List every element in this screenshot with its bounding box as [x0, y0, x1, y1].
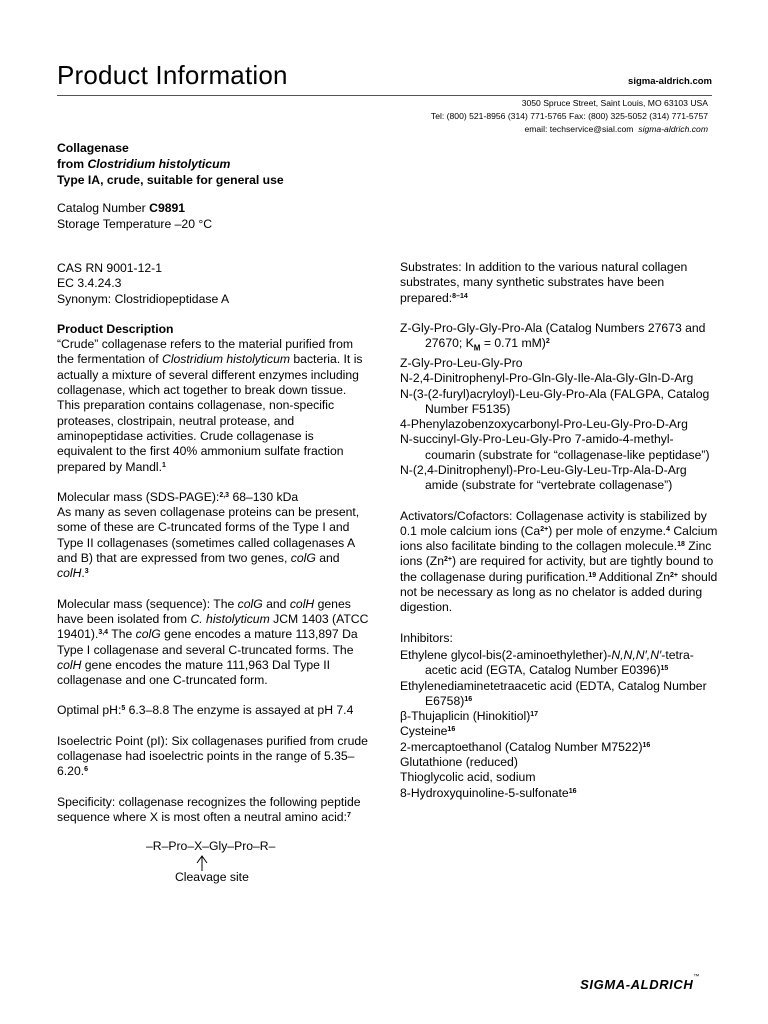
charge-superscript: 2+: [670, 571, 678, 579]
gene-name: colG: [290, 551, 316, 566]
mass-sds-label: Molecular mass (SDS-PAGE):: [57, 489, 220, 504]
gene-name: colH: [57, 657, 82, 672]
reference-mark: 1: [162, 461, 166, 469]
catalog-line: [57, 200, 212, 216]
list-item: 4-Phenylazobenzoxycarbonyl-Pro-Leu-Gly-Pro-D-Arg: [400, 417, 688, 432]
storage-temperature: Storage Temperature –20 °C: [57, 217, 213, 231]
reference-mark: 8–14: [452, 292, 468, 300]
mass-seq-text: gene encodes a mature 113,897 Da Type I collagenase and several C-truncated forms. The: [57, 627, 358, 657]
description-organism: Clostridium histolyticum: [162, 352, 291, 367]
activators-text: Activators/Cofactors: Collagenase activity is stabilized by 0.1 mole calcium ions (Ca: [400, 508, 707, 538]
substrate-list: [400, 321, 720, 494]
reference-mark: 2: [545, 338, 550, 346]
substrate-text: Z-Gly-Pro-Gly-Gly-Pro-Ala (Catalog Numbers 27673 and 27670; K: [400, 320, 706, 351]
mass-seq-text: The: [111, 627, 133, 642]
activators-text: ) are required for activity, but are tightly bound to the collagenase during purification.: [400, 554, 714, 584]
catalog-label: Catalog Number: [57, 201, 146, 215]
mass-sds-text: As many as seven collagenase proteins can be present, some of these are C-truncated forms of the Type I and Type II collagenases (sometimes called collagenases A and B) that are expressed from two genes,: [57, 505, 360, 566]
reference-mark: 2,3: [219, 491, 230, 499]
reference-mark: 19: [588, 571, 597, 579]
contact-block: [431, 97, 708, 136]
product-source: [57, 156, 284, 172]
list-item: Thioglycolic acid, sodium: [400, 770, 536, 785]
activators-text: Additional Zn: [598, 569, 671, 584]
reference-mark: 7: [346, 811, 351, 819]
gene-name: colH: [57, 566, 82, 581]
page-title: Product Information: [57, 60, 288, 90]
inhibitor-text: β-Thujaplicin (Hinokitiol): [400, 709, 531, 724]
gene-name: colG: [237, 596, 263, 611]
activators-text: ) per mole of enzyme.: [548, 523, 667, 538]
reference-mark: 16: [568, 787, 577, 795]
email-text[interactable]: email: techservice@sial.com: [524, 124, 634, 134]
ph-label: Optimal pH:: [57, 703, 122, 718]
product-name: Collagenase: [57, 141, 129, 155]
description-heading: Product Description: [57, 321, 174, 336]
identifiers: [57, 261, 370, 307]
inhibitor-text: Ethylenediaminetetraacetic acid (EDTA, Catalog Number E6758): [400, 678, 707, 708]
source-organism: Clostridium histolyticum: [87, 157, 231, 171]
reference-mark: 18: [677, 541, 685, 549]
reference-mark: 15: [660, 665, 669, 673]
charge-superscript: 2+: [444, 556, 453, 564]
reference-mark: 4: [666, 525, 670, 533]
reference-mark: 17: [530, 711, 539, 719]
header-divider: [57, 95, 712, 96]
reference-mark: 3: [84, 568, 89, 576]
list-item: [400, 679, 720, 710]
substrates-text: Substrates: In addition to the various natural collagen substrates, many synthetic substrates have been prepared:: [400, 260, 688, 305]
reference-mark: 5: [121, 705, 126, 713]
gene-name: colH: [289, 596, 315, 611]
mass-sequence: [57, 597, 370, 689]
inhibitor-text: -tetra-acetic acid (EGTA, Catalog Number E0396): [425, 647, 694, 678]
list-item: [400, 709, 720, 724]
product-description: [57, 322, 370, 475]
list-item: [400, 786, 720, 801]
inhibitors-heading: Inhibitors:: [400, 630, 453, 645]
reference-mark: 16: [464, 695, 473, 703]
mass-seq-label: Molecular mass (sequence): The: [57, 596, 235, 611]
pi-text: Isoelectric Point (pI): Six collagenases purified from crude collagenase had isoelectric points in the range of 5.35–6.20.: [57, 733, 368, 779]
product-heading: [57, 140, 284, 188]
inhibitor-text: 2-mercaptoethanol (Catalog Number M7522): [400, 739, 643, 754]
mass-seq-text: genes have been isolated from: [57, 596, 351, 626]
inhibitor-text: N,N,N′,N′: [611, 647, 662, 662]
conjunction: and: [266, 596, 287, 611]
optimal-ph: [57, 703, 370, 718]
sigma-aldrich-logo: [580, 974, 700, 992]
charge-superscript: 2+: [540, 525, 549, 533]
source-prefix: from: [57, 157, 85, 171]
mass-seq-text: JCM 1403 (ATCC 19401).: [57, 611, 369, 642]
right-column: [400, 260, 720, 801]
inhibitor-list: [400, 631, 720, 801]
activators-text: Calcium ions also facilitate binding to the collagen molecule.: [400, 523, 718, 554]
isoelectric-point: [57, 734, 370, 780]
address-line: 3050 Spruce Street, Saint Louis, MO 63103 USA: [521, 98, 708, 108]
inhibitor-text: Cysteine: [400, 724, 448, 739]
list-item: N-2,4-Dinitrophenyl-Pro-Gln-Gly-Ile-Ala-Gly-Gln-D-Arg: [400, 371, 694, 386]
cleavage-arrow-icon: [196, 855, 208, 871]
product-type: Type IA, crude, suitable for general use: [57, 173, 284, 187]
list-item: [400, 321, 720, 356]
activators: [400, 509, 720, 616]
list-item: [400, 740, 720, 755]
list-item: [400, 724, 720, 739]
mass-seq-text: gene encodes the mature 111,963 Dal Type II collagenase and one C-truncated form.: [57, 657, 331, 688]
activators-text: Zinc ions (Zn: [400, 539, 712, 569]
list-item: [400, 648, 720, 679]
list-item: N-(3-(2-furyl)acryloyl)-Leu-Gly-Pro-Ala (FALGPA, Catalog Number F5135): [400, 386, 710, 416]
gene-name: colG: [135, 627, 161, 642]
conjunction: and: [319, 551, 340, 566]
ec-number: EC 3.4.24.3: [57, 276, 122, 291]
mass-sds: Molecular mass (SDS-PAGE):$^{2,3}$ 68–130 kDa As many as seven collagenase proteins can be present, some of these are C-truncated forms of the Type I and Type II collagenases (sometimes called collagenases A and B) that are expressed from two genes, colG and colH.$^3$: [57, 489, 360, 581]
reference-mark: 3,4: [98, 629, 109, 637]
phone-line: Tel: (800) 521-8956 (314) 771-5765 Fax: (800) 325-5052 (314) 771-5757: [430, 111, 708, 121]
reference-mark: 16: [642, 741, 651, 749]
email-line: [431, 123, 708, 136]
description-text: bacteria. It is actually a mixture of several different enzymes including collagenase, which act together to break down tissue. This preparation contains collagenase, non-specific proteases, clostripain, neutral protease, and aminopeptidase activities. Crude collagenase is equivalent to the first 40% ammonium sulfate fraction prepared by Mandl.: [57, 352, 363, 474]
list-item: Glutathione (reduced): [400, 755, 518, 770]
km-subscript: M: [473, 343, 481, 353]
substrate-text: = 0.71 mM): [483, 336, 546, 351]
catalog-number: C9891: [149, 201, 186, 215]
cleavage-sequence: –R–Pro–X–Gly–Pro–R–: [146, 839, 276, 853]
logo-text: SIGMA-ALDRICH: [580, 977, 694, 992]
list-item: N-(2,4-Dinitrophenyl)-Pro-Leu-Gly-Leu-Trp-Ala-D-Arg amide (substrate for “vertebrate collagenase”): [400, 463, 687, 493]
list-item: N-succinyl-Gly-Pro-Leu-Gly-Pro 7-amido-4-methyl-coumarin (substrate for “collagenase-like peptidase”): [400, 432, 710, 462]
specificity: [57, 795, 370, 826]
email-site[interactable]: sigma-aldrich.com: [638, 124, 708, 134]
cleavage-label: Cleavage site: [175, 870, 249, 884]
ph-text: 6.3–8.8 The enzyme is assayed at pH 7.4: [128, 703, 354, 718]
synonym: Synonym: Clostridiopeptidase A: [57, 291, 230, 306]
site-link[interactable]: sigma-aldrich.com: [628, 76, 712, 87]
mass-sds-value: 68–130 kDa: [232, 489, 299, 504]
organism-name: C. histolyticum: [190, 611, 270, 626]
left-column: [57, 261, 370, 840]
activators-text: should not be necessary as long as no chelator is added during digestion.: [400, 569, 718, 615]
specificity-text: Specificity: collagenase recognizes the following peptide sequence where X is most often a neutral amino acid:: [57, 794, 361, 824]
cas-number: CAS RN 9001-12-1: [57, 261, 162, 275]
list-item: Z-Gly-Pro-Leu-Gly-Pro: [400, 355, 523, 370]
reference-mark: 6: [84, 766, 89, 774]
substrates-intro: [400, 260, 720, 306]
trademark-mark: ™: [693, 974, 700, 980]
catalog-block: [57, 200, 212, 232]
inhibitor-text: Ethylene glycol-bis(2-aminoethylether)-: [400, 647, 612, 662]
reference-mark: 16: [447, 726, 456, 734]
inhibitor-text: 8-Hydroxyquinoline-5-sulfonate: [400, 785, 569, 800]
description-text: “Crude” collagenase refers to the material purified from the fermentation of: [57, 337, 354, 367]
